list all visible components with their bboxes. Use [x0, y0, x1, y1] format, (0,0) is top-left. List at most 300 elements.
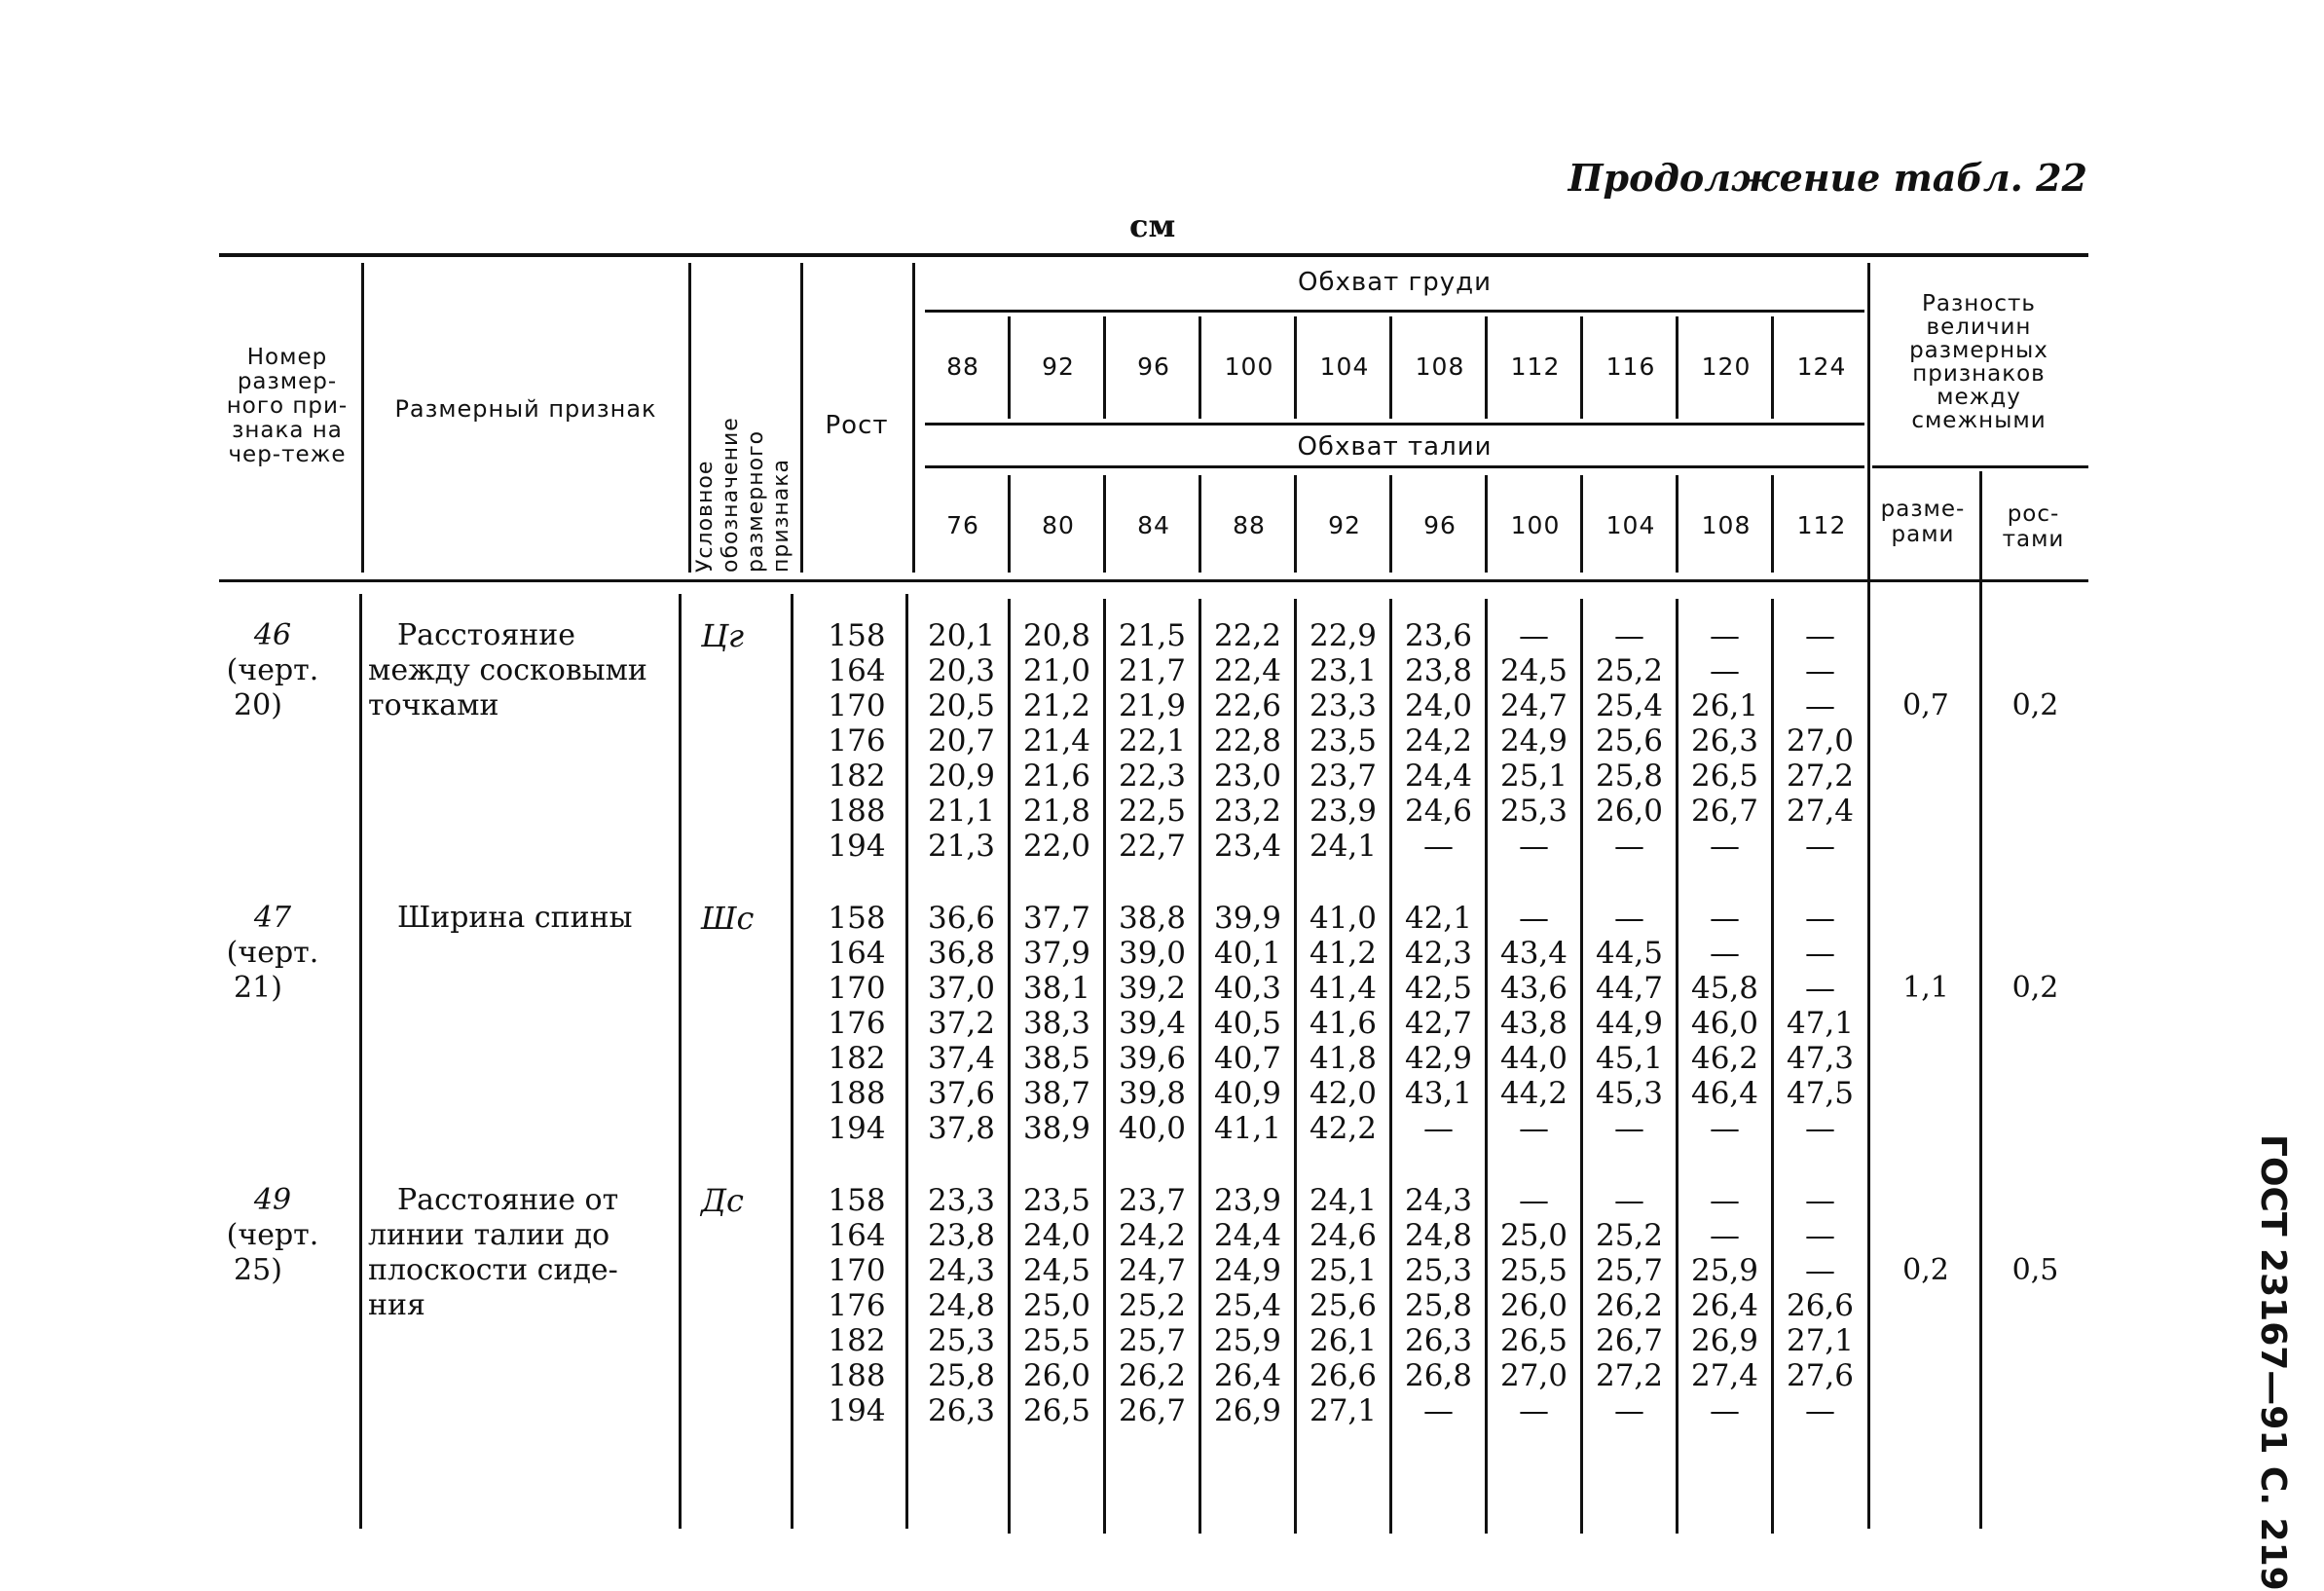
table-cell: 23,8 — [1404, 653, 1473, 688]
table-cell: 26,9 — [1690, 1323, 1759, 1358]
table-cell: 26,3 — [927, 1393, 996, 1428]
table-cell: — — [1805, 901, 1835, 936]
table-cell: — — [1805, 1218, 1835, 1253]
row-diff-heights: 0,2 — [2011, 688, 2059, 722]
row-number: 49 — [253, 1183, 292, 1217]
table-cell: 24,7 — [1118, 1253, 1187, 1288]
row-diff-sizes: 1,1 — [1902, 971, 1949, 1005]
row-diff-sizes: 0,2 — [1902, 1253, 1949, 1287]
table-cell: — — [1519, 829, 1549, 864]
row-diff-heights: 0,5 — [2011, 1253, 2059, 1287]
table-cell: 23,8 — [927, 1218, 996, 1253]
top-rule — [219, 253, 2088, 257]
value-column — [1774, 618, 1866, 864]
table-cell: 23,5 — [1022, 1183, 1091, 1218]
table-cell: 23,9 — [1309, 794, 1378, 829]
row-designation: Цг — [701, 617, 745, 654]
row-drawing-ref: (черт. — [226, 936, 319, 970]
table-cell: 39,8 — [1118, 1076, 1187, 1111]
table-cell: 39,2 — [1118, 971, 1187, 1006]
value-column — [1488, 618, 1580, 864]
table-cell: 46,0 — [1690, 1006, 1759, 1041]
header-feature: Размерный признак — [394, 395, 657, 423]
chest-size-100: 100 — [1224, 352, 1274, 381]
table-cell: 41,1 — [1213, 1111, 1282, 1146]
table-cell: 26,5 — [1690, 758, 1759, 794]
table-cell: 45,1 — [1595, 1041, 1664, 1076]
table-cell: — — [1614, 829, 1644, 864]
table-cell: 46,4 — [1690, 1076, 1759, 1111]
table-cell: 38,9 — [1022, 1111, 1091, 1146]
col-rule — [800, 263, 803, 573]
waist-size-108: 108 — [1701, 511, 1752, 539]
table-cell: 24,0 — [1022, 1218, 1091, 1253]
table-cell: 25,3 — [927, 1323, 996, 1358]
table-cell: 25,8 — [1595, 758, 1664, 794]
table-cell: 27,2 — [1786, 758, 1855, 794]
chest-size-108: 108 — [1415, 352, 1465, 381]
table-cell: 25,8 — [927, 1358, 996, 1393]
table-cell: 21,3 — [927, 829, 996, 864]
table-cell: 23,7 — [1118, 1183, 1187, 1218]
table-cell: 24,1 — [1309, 1183, 1378, 1218]
table-cell: 46,2 — [1690, 1041, 1759, 1076]
table-cell: 23,0 — [1213, 758, 1282, 794]
value-column — [1106, 901, 1199, 1146]
height-value: 164 — [828, 1218, 886, 1253]
table-cell: 21,7 — [1118, 653, 1187, 688]
table-cell: 22,1 — [1118, 723, 1187, 758]
chest-rule — [925, 310, 1864, 313]
table-cell: 25,3 — [1499, 794, 1568, 829]
table-cell: 26,6 — [1786, 1288, 1855, 1323]
table-cell: 25,9 — [1213, 1323, 1282, 1358]
table-cell: 41,6 — [1309, 1006, 1378, 1041]
height-value: 170 — [828, 1253, 886, 1288]
row-diff-sizes: 0,7 — [1902, 688, 1949, 722]
table-cell: 26,0 — [1595, 794, 1664, 829]
table-cell: 24,6 — [1404, 794, 1473, 829]
height-column — [813, 1183, 901, 1428]
col-rule — [791, 594, 793, 1529]
table-cell: 42,0 — [1309, 1076, 1378, 1111]
table-cell: 20,3 — [927, 653, 996, 688]
table-cell: 26,5 — [1499, 1323, 1568, 1358]
chest-size-124: 124 — [1796, 352, 1847, 381]
table-cell: 27,6 — [1786, 1358, 1855, 1393]
height-column — [813, 618, 901, 864]
table-cell: 25,3 — [1404, 1253, 1473, 1288]
col-rule — [361, 263, 364, 573]
table-cell: 20,9 — [927, 758, 996, 794]
height-value: 170 — [828, 971, 886, 1006]
table-cell: 27,0 — [1786, 723, 1855, 758]
table-cell: 27,2 — [1595, 1358, 1664, 1393]
value-column — [1583, 618, 1676, 864]
table-cell: — — [1423, 1393, 1454, 1428]
waist-title-rule — [925, 423, 1864, 426]
value-column — [915, 901, 1008, 1146]
table-cell: 24,4 — [1404, 758, 1473, 794]
table-cell: 42,1 — [1404, 901, 1473, 936]
table-cell: 47,5 — [1786, 1076, 1855, 1111]
table-cell: 26,0 — [1499, 1288, 1568, 1323]
chest-size-116: 116 — [1605, 352, 1656, 381]
table-cell: 22,2 — [1213, 618, 1282, 653]
value-column — [915, 1183, 1008, 1428]
table-cell: — — [1710, 901, 1740, 936]
page-side-label — [2246, 1134, 2305, 1591]
table-cell: 26,0 — [1022, 1358, 1091, 1393]
table-cell: 36,6 — [927, 901, 996, 936]
table-cell: 38,8 — [1118, 901, 1187, 936]
value-column — [1488, 901, 1580, 1146]
table-cell: 40,3 — [1213, 971, 1282, 1006]
table-cell: 26,7 — [1118, 1393, 1187, 1428]
table-cell: 40,5 — [1213, 1006, 1282, 1041]
table-cell: — — [1614, 1111, 1644, 1146]
table-cell: 44,0 — [1499, 1041, 1568, 1076]
height-value: 188 — [828, 794, 886, 829]
table-cell: 26,5 — [1022, 1393, 1091, 1428]
table-cell: 43,4 — [1499, 936, 1568, 971]
waist-size-96: 96 — [1423, 511, 1457, 539]
waist-size-76: 76 — [946, 511, 979, 539]
table-cell: 26,2 — [1595, 1288, 1664, 1323]
table-cell: 25,6 — [1309, 1288, 1378, 1323]
row-drawing-ref-number: 21) — [234, 971, 282, 1005]
table-cell: 25,4 — [1595, 688, 1664, 723]
table-cell: 43,8 — [1499, 1006, 1568, 1041]
value-column — [1583, 1183, 1676, 1428]
table-cell: 40,7 — [1213, 1041, 1282, 1076]
row-drawing-ref-number: 20) — [234, 688, 282, 722]
table-cell: 39,6 — [1118, 1041, 1187, 1076]
table-cell: — — [1805, 1253, 1835, 1288]
table-cell: 24,7 — [1499, 688, 1568, 723]
table-cell: 23,3 — [927, 1183, 996, 1218]
value-column — [1201, 618, 1294, 864]
table-cell: 39,4 — [1118, 1006, 1187, 1041]
table-cell: 21,0 — [1022, 653, 1091, 688]
table-cell: — — [1614, 1393, 1644, 1428]
table-cell: 25,2 — [1595, 1218, 1664, 1253]
table-cell: 26,6 — [1309, 1358, 1378, 1393]
waist-size-88: 88 — [1233, 511, 1266, 539]
table-cell: 25,1 — [1499, 758, 1568, 794]
table-cell: 39,0 — [1118, 936, 1187, 971]
value-column — [1392, 618, 1485, 864]
table-cell: 27,4 — [1786, 794, 1855, 829]
table-cell: 38,3 — [1022, 1006, 1091, 1041]
table-cell: 41,2 — [1309, 936, 1378, 971]
height-value: 194 — [828, 1111, 886, 1146]
waist-size-112: 112 — [1796, 511, 1847, 539]
table-cell: 20,7 — [927, 723, 996, 758]
table-cell: — — [1710, 1393, 1740, 1428]
value-column — [1106, 618, 1199, 864]
chest-size-104: 104 — [1319, 352, 1370, 381]
header-waist-title: Обхват талии — [1297, 432, 1493, 462]
table-cell: 26,7 — [1595, 1323, 1664, 1358]
table-cell: 20,1 — [927, 618, 996, 653]
table-cell: 24,3 — [1404, 1183, 1473, 1218]
height-value: 158 — [828, 901, 886, 936]
table-cell: — — [1519, 1111, 1549, 1146]
table-cell: 37,0 — [927, 971, 996, 1006]
table-cell: 26,9 — [1213, 1393, 1282, 1428]
value-column — [1011, 618, 1103, 864]
table-cell: 21,2 — [1022, 688, 1091, 723]
table-cell: 44,5 — [1595, 936, 1664, 971]
table-cell: 21,5 — [1118, 618, 1187, 653]
header-chest-title: Обхват груди — [1298, 268, 1492, 297]
value-column — [1678, 1183, 1771, 1428]
value-column — [915, 618, 1008, 864]
header-height: Рост — [825, 411, 889, 440]
header-bottom-rule — [219, 579, 2088, 582]
height-value: 176 — [828, 1006, 886, 1041]
table-cell: — — [1710, 653, 1740, 688]
col-rule — [688, 263, 691, 573]
table-cell: 45,8 — [1690, 971, 1759, 1006]
value-column — [1488, 1183, 1580, 1428]
height-value: 176 — [828, 723, 886, 758]
table-cell: — — [1710, 618, 1740, 653]
waist-size-100: 100 — [1510, 511, 1561, 539]
height-value: 188 — [828, 1076, 886, 1111]
table-cell: — — [1805, 653, 1835, 688]
table-cell: 23,9 — [1213, 1183, 1282, 1218]
table-cell: 25,2 — [1595, 653, 1664, 688]
table-cell: — — [1423, 1111, 1454, 1146]
table-cell: 37,2 — [927, 1006, 996, 1041]
chest-size-92: 92 — [1042, 352, 1075, 381]
table-cell: — — [1519, 901, 1549, 936]
table-cell: — — [1805, 1183, 1835, 1218]
value-column — [1297, 1183, 1389, 1428]
height-value: 170 — [828, 688, 886, 723]
value-column — [1106, 1183, 1199, 1428]
table-cell: 24,5 — [1499, 653, 1568, 688]
table-cell: 22,5 — [1118, 794, 1187, 829]
table-cell: — — [1710, 1183, 1740, 1218]
table-cell: 26,4 — [1690, 1288, 1759, 1323]
col-rule — [1979, 471, 1982, 1529]
table-cell: 26,2 — [1118, 1358, 1187, 1393]
table-cell: — — [1805, 688, 1835, 723]
table-cell: 22,6 — [1213, 688, 1282, 723]
table-cell: 41,8 — [1309, 1041, 1378, 1076]
table-cell: 43,6 — [1499, 971, 1568, 1006]
table-cell: 42,9 — [1404, 1041, 1473, 1076]
table-cell: 47,3 — [1786, 1041, 1855, 1076]
table-cell: 37,4 — [927, 1041, 996, 1076]
waist-size-92: 92 — [1328, 511, 1361, 539]
table-cell: 37,7 — [1022, 901, 1091, 936]
table-cell: 26,7 — [1690, 794, 1759, 829]
table-cell: — — [1519, 1183, 1549, 1218]
table-cell: — — [1710, 1218, 1740, 1253]
diff-rule — [1872, 465, 2088, 468]
table-cell: 24,3 — [927, 1253, 996, 1288]
table-cell: — — [1805, 1111, 1835, 1146]
side-text: ГОСТ 23167—91 С. 219 — [2253, 1134, 2293, 1591]
table-cell: — — [1519, 1393, 1549, 1428]
table-cell: 22,8 — [1213, 723, 1282, 758]
value-column — [1011, 1183, 1103, 1428]
table-cell: 26,1 — [1690, 688, 1759, 723]
value-column — [1774, 901, 1866, 1146]
table-cell: — — [1805, 936, 1835, 971]
table-cell: 21,9 — [1118, 688, 1187, 723]
table-cell: 24,9 — [1499, 723, 1568, 758]
table-cell: 44,9 — [1595, 1006, 1664, 1041]
height-value: 164 — [828, 653, 886, 688]
height-value: 182 — [828, 1041, 886, 1076]
table-cell: 20,8 — [1022, 618, 1091, 653]
row-feature: Расстояние от линии талии до плоскости сиде-ния — [368, 1183, 619, 1322]
table-cell: 23,6 — [1404, 618, 1473, 653]
table-cell: 24,6 — [1309, 1218, 1378, 1253]
chest-size-112: 112 — [1510, 352, 1561, 381]
row-number: 47 — [253, 901, 292, 935]
table-cell: 42,7 — [1404, 1006, 1473, 1041]
table-cell: 25,8 — [1404, 1288, 1473, 1323]
table-cell: 24,9 — [1213, 1253, 1282, 1288]
table-cell: 36,8 — [927, 936, 996, 971]
table-cell: 42,2 — [1309, 1111, 1378, 1146]
table-cell: 25,7 — [1118, 1323, 1187, 1358]
table-cell: 40,1 — [1213, 936, 1282, 971]
table-cell: — — [1519, 618, 1549, 653]
table-cell: 27,1 — [1786, 1323, 1855, 1358]
table-cell: 25,5 — [1499, 1253, 1568, 1288]
table-cell: 25,1 — [1309, 1253, 1378, 1288]
table-cell: 23,3 — [1309, 688, 1378, 723]
table-cell: 47,1 — [1786, 1006, 1855, 1041]
height-value: 194 — [828, 829, 886, 864]
table-cell: — — [1614, 618, 1644, 653]
table-cell: 24,8 — [1404, 1218, 1473, 1253]
table-cell: 26,3 — [1690, 723, 1759, 758]
col-rule — [359, 594, 362, 1529]
value-column — [1297, 618, 1389, 864]
header-diff-sizes: разме-рами — [1880, 497, 1966, 547]
table-cell: 24,4 — [1213, 1218, 1282, 1253]
table-cell: 27,4 — [1690, 1358, 1759, 1393]
table-cell: 37,6 — [927, 1076, 996, 1111]
table-cell: 26,1 — [1309, 1323, 1378, 1358]
waist-size-80: 80 — [1042, 511, 1075, 539]
value-column — [1201, 901, 1294, 1146]
row-drawing-ref: (черт. — [226, 1218, 319, 1252]
table-cell: 38,7 — [1022, 1076, 1091, 1111]
table-cell: 43,1 — [1404, 1076, 1473, 1111]
table-cell: 27,1 — [1309, 1393, 1378, 1428]
table-cell: 37,9 — [1022, 936, 1091, 971]
value-column — [1392, 1183, 1485, 1428]
table-cell: — — [1805, 971, 1835, 1006]
height-value: 182 — [828, 1323, 886, 1358]
row-feature: Расстояние между сосковыми точками — [368, 618, 647, 722]
value-column — [1392, 901, 1485, 1146]
table-cell: 45,3 — [1595, 1076, 1664, 1111]
chest-size-96: 96 — [1137, 352, 1170, 381]
table-cell: — — [1614, 901, 1644, 936]
table-cell: 41,4 — [1309, 971, 1378, 1006]
table-cell: 25,2 — [1118, 1288, 1187, 1323]
row-number: 46 — [253, 618, 292, 652]
height-value: 158 — [828, 618, 886, 653]
table-cell: 44,7 — [1595, 971, 1664, 1006]
table-cell: 27,0 — [1499, 1358, 1568, 1393]
row-designation: Дс — [701, 1182, 744, 1219]
row-diff-heights: 0,2 — [2011, 971, 2059, 1005]
table-cell: 22,3 — [1118, 758, 1187, 794]
table-cell: 25,0 — [1499, 1218, 1568, 1253]
table-cell: — — [1614, 1183, 1644, 1218]
table-cell: 26,4 — [1213, 1358, 1282, 1393]
row-drawing-ref-number: 25) — [234, 1253, 282, 1287]
table-cell: 42,5 — [1404, 971, 1473, 1006]
header-diff-heights: рос-тами — [2002, 501, 2065, 552]
value-column — [1678, 901, 1771, 1146]
col-rule — [679, 594, 682, 1529]
value-column — [1011, 901, 1103, 1146]
waist-size-84: 84 — [1137, 511, 1170, 539]
table-cell: — — [1710, 829, 1740, 864]
table-cell: — — [1805, 829, 1835, 864]
height-value: 182 — [828, 758, 886, 794]
table-cell: — — [1710, 936, 1740, 971]
height-value: 158 — [828, 1183, 886, 1218]
height-value: 188 — [828, 1358, 886, 1393]
table-cell: 23,2 — [1213, 794, 1282, 829]
table-cell: 26,3 — [1404, 1323, 1473, 1358]
chest-size-120: 120 — [1701, 352, 1752, 381]
table-cell: 23,1 — [1309, 653, 1378, 688]
table-cell: 22,9 — [1309, 618, 1378, 653]
table-cell: 37,8 — [927, 1111, 996, 1146]
table-cell: 21,8 — [1022, 794, 1091, 829]
value-column — [1297, 901, 1389, 1146]
table-cell: — — [1710, 1111, 1740, 1146]
row-feature: Ширина спины — [397, 901, 633, 935]
table-cell: 22,4 — [1213, 653, 1282, 688]
table-cell: 22,7 — [1118, 829, 1187, 864]
header-number: Номер размер-ного при-знака на чер-теже — [226, 345, 349, 467]
table-caption: Продолжение табл. 22 — [1568, 156, 2087, 200]
height-value: 176 — [828, 1288, 886, 1323]
table-cell: 40,9 — [1213, 1076, 1282, 1111]
table-cell: 38,1 — [1022, 971, 1091, 1006]
chest-size-88: 88 — [946, 352, 979, 381]
value-column — [1774, 1183, 1866, 1428]
table-cell: 24,2 — [1404, 723, 1473, 758]
table-cell: 24,2 — [1118, 1218, 1187, 1253]
table-cell: 40,0 — [1118, 1111, 1187, 1146]
table-cell: 22,0 — [1022, 829, 1091, 864]
table-cell: 21,4 — [1022, 723, 1091, 758]
value-column — [1201, 1183, 1294, 1428]
table-cell: 41,0 — [1309, 901, 1378, 936]
table-cell: 25,6 — [1595, 723, 1664, 758]
table-cell: 26,8 — [1404, 1358, 1473, 1393]
height-value: 164 — [828, 936, 886, 971]
table-cell: — — [1805, 618, 1835, 653]
height-value: 194 — [828, 1393, 886, 1428]
